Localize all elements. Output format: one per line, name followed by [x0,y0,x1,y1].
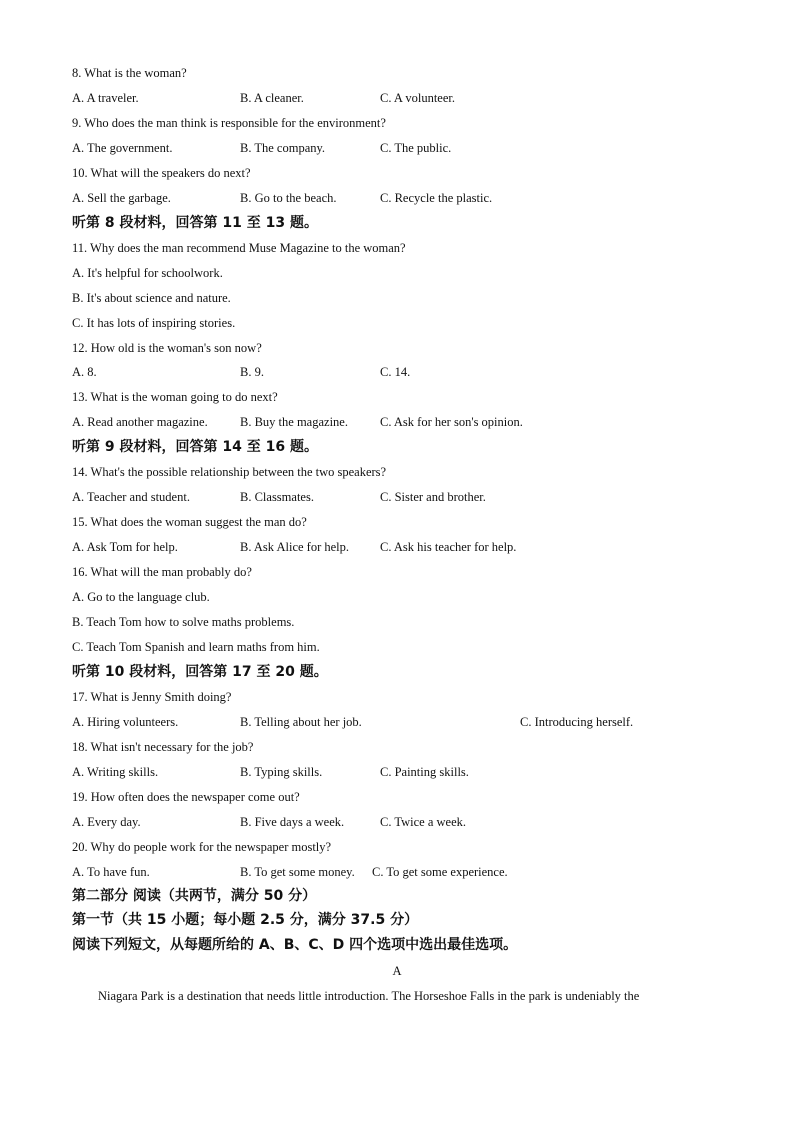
question-11-option-b: B. It's about science and nature. [72,291,231,305]
question-8-option-a: A. A traveler. [72,91,139,105]
question-13-stem: 13. What is the woman going to do next? [72,390,278,404]
question-10-option-b: B. Go to the beach. [240,191,337,205]
section-heading-10: 听第 10 段材料，回答第 17 至 20 题。 [72,664,328,680]
question-9-option-c: C. The public. [380,141,452,155]
question-8-stem: 8. What is the woman? [72,66,187,80]
question-12-stem: 12. How old is the woman's son now? [72,341,262,355]
question-18-stem: 18. What isn't necessary for the job? [72,740,254,754]
question-14-option-c: C. Sister and brother. [380,490,486,504]
question-20-option-c: C. To get some experience. [372,865,508,879]
question-14-option-b: B. Classmates. [240,490,314,504]
question-16-option-a: A. Go to the language club. [72,590,210,604]
passage-label: A [392,964,402,978]
question-14-stem: 14. What's the possible relationship between the two speakers? [72,465,387,479]
question-11-stem: 11. Why does the man recommend Muse Magazine to the woman? [72,241,406,255]
question-12-option-c: C. 14. [380,365,411,379]
question-8-option-b: B. A cleaner. [240,91,304,105]
question-20-option-b: B. To get some money. [240,865,355,879]
question-12-option-b: B. 9. [240,365,264,379]
question-18-option-b: B. Typing skills. [240,765,323,779]
question-19-option-c: C. Twice a week. [380,815,467,829]
part-two-heading: 第二部分 阅读（共两节，满分 50 分） [72,888,317,904]
question-19-option-a: A. Every day. [72,815,141,829]
question-17-stem: 17. What is Jenny Smith doing? [72,690,232,704]
question-13-option-c: C. Ask for her son's opinion. [380,415,523,429]
question-17-option-b: B. Telling about her job. [240,715,362,729]
question-19-option-b: B. Five days a week. [240,815,345,829]
question-13-option-a: A. Read another magazine. [72,415,208,429]
question-12-option-a: A. 8. [72,365,97,379]
question-20-stem: 20. Why do people work for the newspaper mostly? [72,840,332,854]
question-20-option-a: A. To have fun. [72,865,150,879]
question-9-stem: 9. Who does the man think is responsible for the environment? [72,116,386,130]
question-16-option-c: C. Teach Tom Spanish and learn maths from him. [72,640,320,654]
reading-instruction: 阅读下列短文，从每题所给的 A、B、C、D 四个选项中选出最佳选项。 [72,937,518,953]
question-16-stem: 16. What will the man probably do? [72,565,252,579]
question-16-option-b: B. Teach Tom how to solve maths problems. [72,615,295,629]
question-10-option-c: C. Recycle the plastic. [380,191,493,205]
question-18-option-c: C. Painting skills. [380,765,469,779]
question-10-stem: 10. What will the speakers do next? [72,166,251,180]
question-10-option-a: A. Sell the garbage. [72,191,171,205]
question-15-option-b: B. Ask Alice for help. [240,540,350,554]
question-15-stem: 15. What does the woman suggest the man do? [72,515,307,529]
question-17-option-c: C. Introducing herself. [520,715,634,729]
question-11-option-c: C. It has lots of inspiring stories. [72,316,236,330]
question-11-option-a: A. It's helpful for schoolwork. [72,266,223,280]
section-one-heading: 第一节（共 15 小题；每小题 2.5 分，满分 37.5 分） [72,912,419,928]
question-8-option-c: C. A volunteer. [380,91,455,105]
question-15-option-a: A. Ask Tom for help. [72,540,178,554]
section-heading-9: 听第 9 段材料，回答第 14 至 16 题。 [72,439,318,455]
question-15-option-c: C. Ask his teacher for help. [380,540,517,554]
section-heading-8: 听第 8 段材料，回答第 11 至 13 题。 [72,215,318,231]
passage-first-line: Niagara Park is a destination that needs little introduction. The Horseshoe Falls in the park is undeniably the [98,989,640,1003]
question-18-option-a: A. Writing skills. [72,765,159,779]
question-19-stem: 19. How often does the newspaper come out? [72,790,300,804]
question-14-option-a: A. Teacher and student. [72,490,190,504]
question-9-option-a: A. The government. [72,141,173,155]
question-9-option-b: B. The company. [240,141,326,155]
question-13-option-b: B. Buy the magazine. [240,415,348,429]
question-17-option-a: A. Hiring volunteers. [72,715,179,729]
